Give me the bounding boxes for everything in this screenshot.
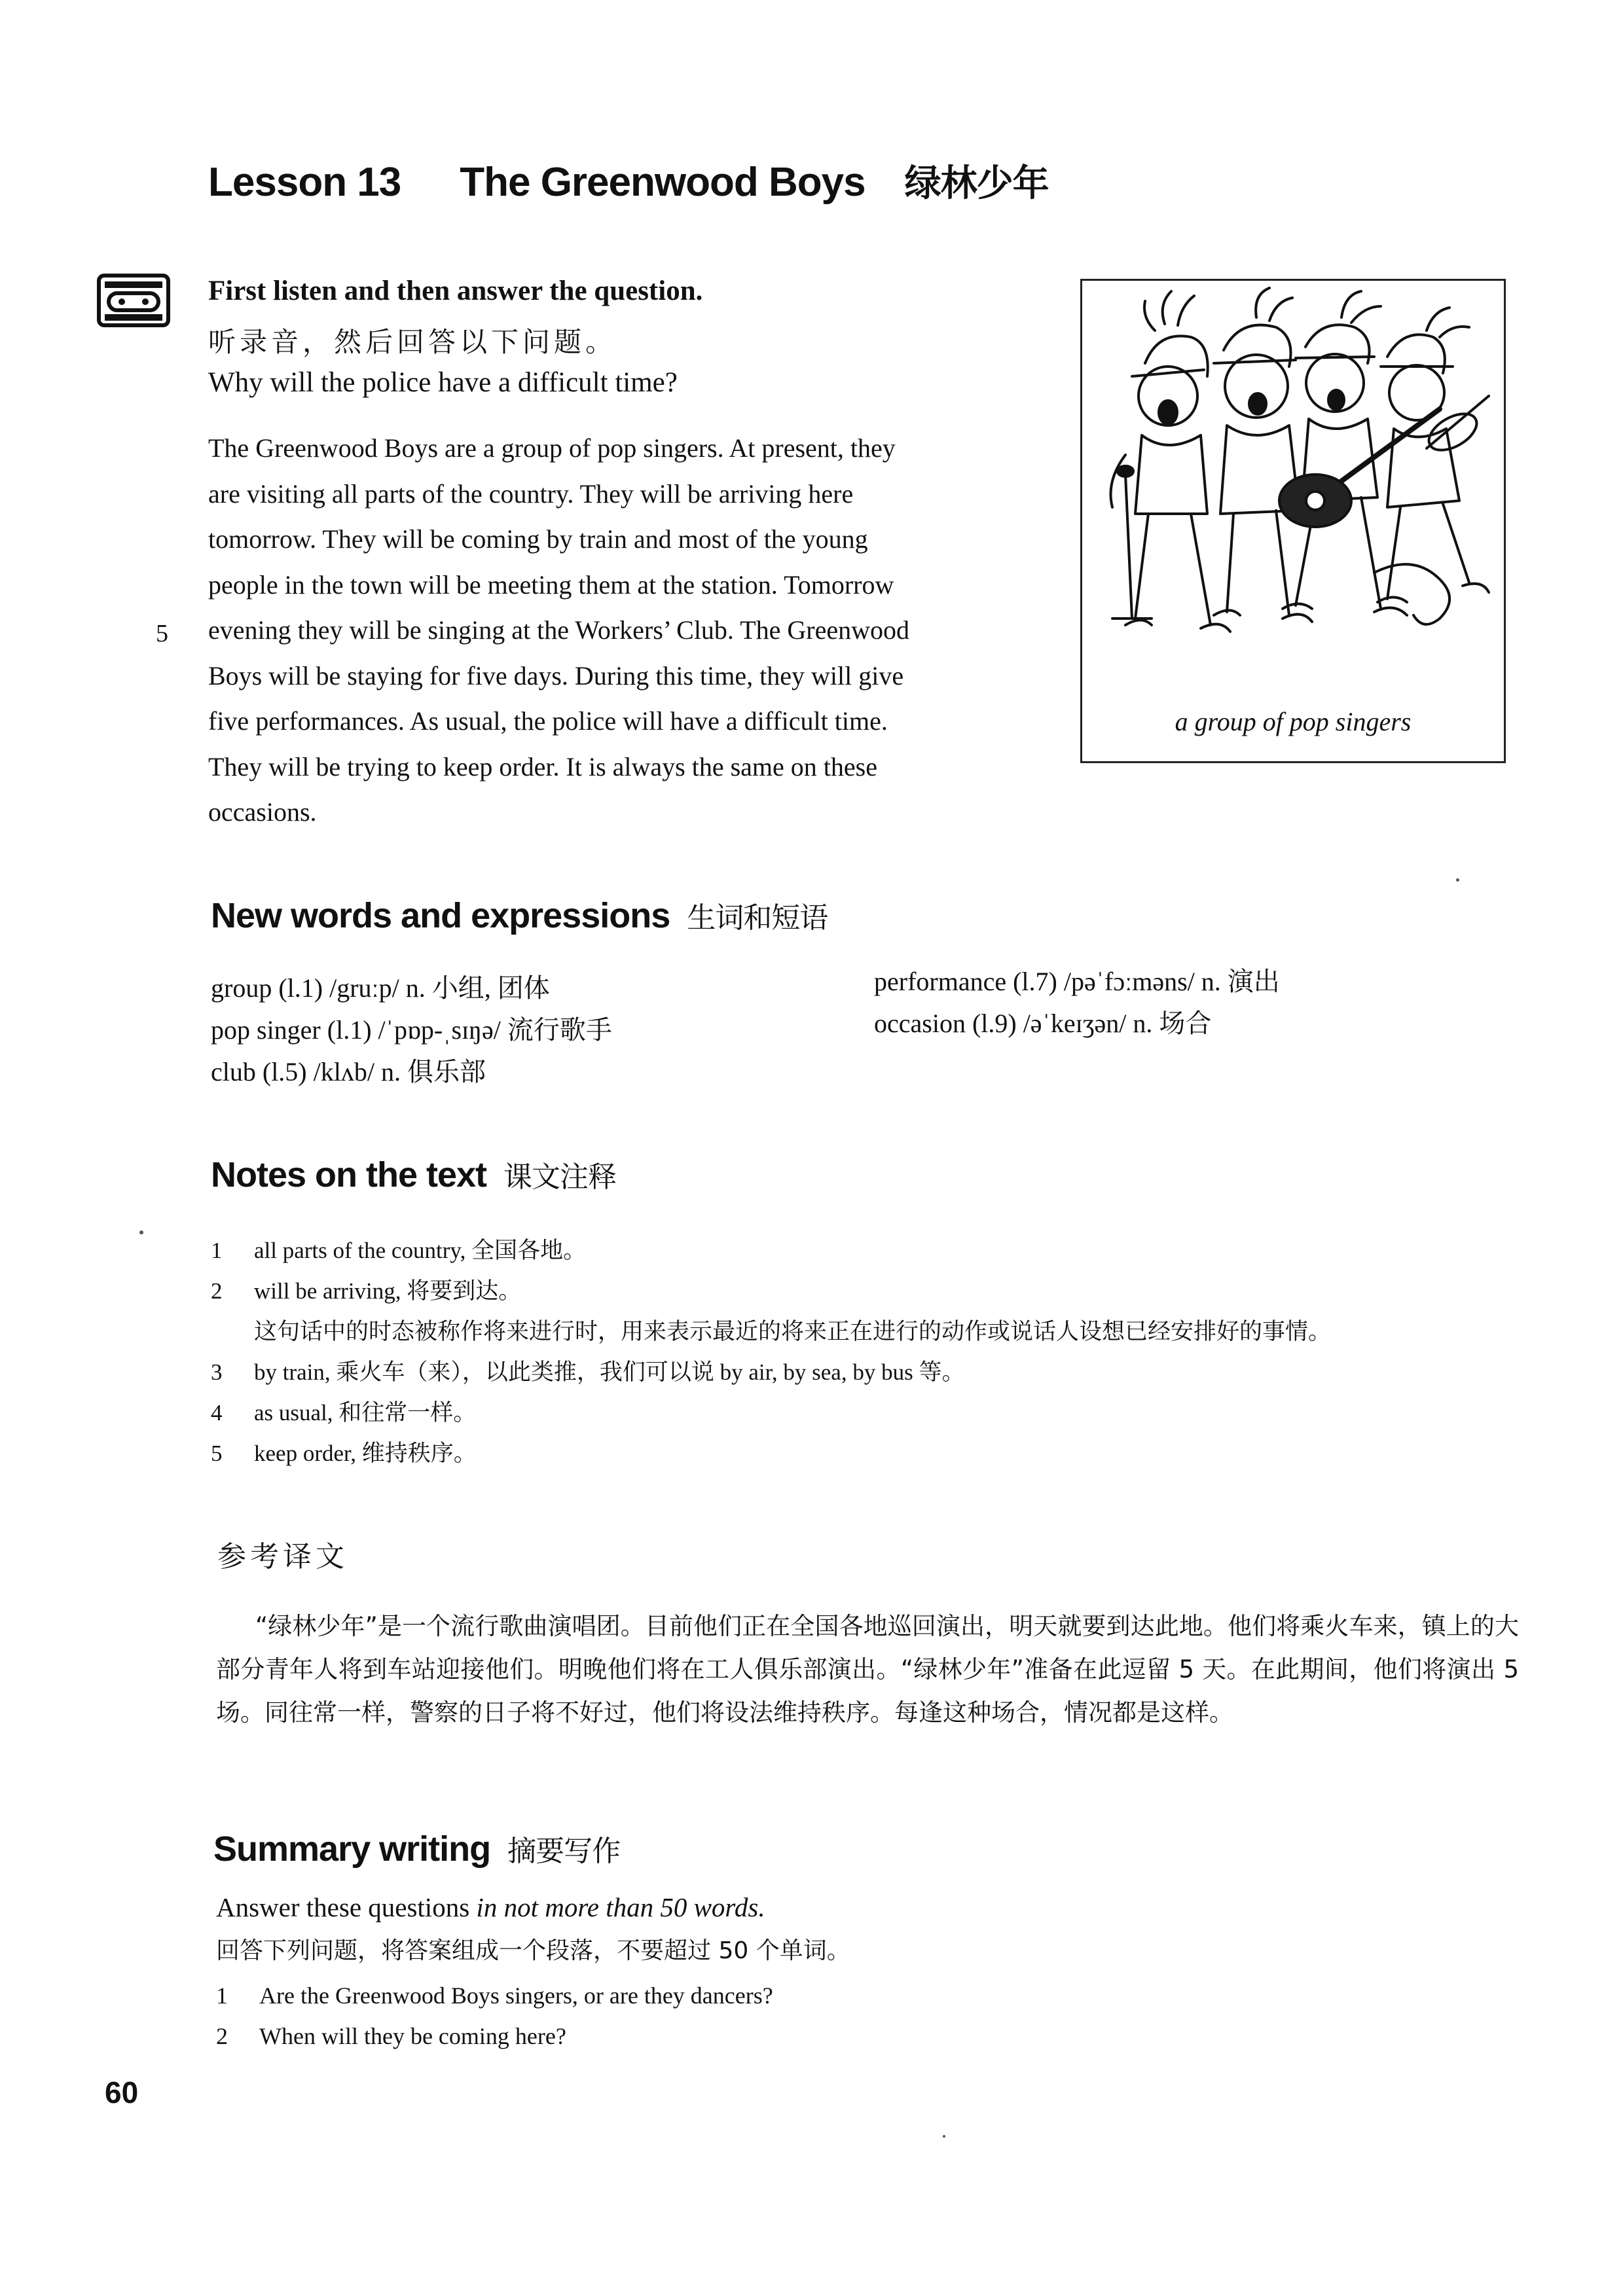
scan-speck — [139, 1230, 143, 1234]
reference-translation-text: “绿林少年”是一个流行歌曲演唱团。目前他们正在全国各地巡回演出，明天就要到达此地。他们将乘火车来，镇上的大部分青年人将到车站迎接他们。明晚他们将在工人俱乐部演出。“绿林少年”准备在此逗留 5 天。在此期间，他们将演出 5 场。同往常一样，警察的日子将不好过，他们将设法维持秩序。每逢这种场合，情况都是这样。 — [216, 1612, 1519, 1727]
line-number-marker: 5 — [156, 620, 168, 647]
passage-line: The Greenwood Boys are a group of pop singers. At present, they — [208, 433, 896, 463]
section-title-text: New words and expressions — [211, 896, 670, 935]
vocabulary-entry: performance (l.7) /pəˈfɔːməns/ n. 演出 — [874, 967, 1280, 996]
reading-passage — [208, 425, 1013, 835]
vocabulary-list-right — [874, 961, 1280, 1045]
passage-line: five performances. As usual, the police will have a difficult time. — [208, 706, 888, 736]
summary-questions — [216, 1975, 773, 2056]
illustration-caption: a group of pop singers — [1175, 707, 1412, 736]
lesson-name-chinese: 绿林少年 — [904, 162, 1049, 205]
vocabulary-list-left — [211, 967, 612, 1093]
section-title-chinese: 生词和短语 — [687, 901, 828, 935]
note-item — [211, 1433, 1559, 1474]
section-title-text: Summary writing — [213, 1829, 491, 1869]
note-item — [211, 1312, 1559, 1352]
question-number: 1 — [216, 1982, 228, 2009]
page-number: 60 — [105, 2075, 139, 2109]
note-text: by train, 乘火车（来），以此类推，我们可以说 by air, by sea, by bus 等。 — [254, 1359, 965, 1385]
listening-heading: First listen and then answer the question. — [208, 276, 703, 306]
summary-question — [216, 1975, 773, 2016]
note-number: 5 — [211, 1441, 223, 1466]
note-text: will be arriving, 将要到达。 — [254, 1278, 522, 1304]
note-item — [211, 1271, 1559, 1312]
section-title-text: Notes on the text — [211, 1155, 487, 1194]
pop-singers-illustration — [1086, 285, 1500, 684]
passage-line: are visiting all parts of the country. They will be arriving here — [208, 478, 854, 509]
summary-question — [216, 2016, 773, 2056]
section-notes-title — [211, 1153, 616, 1195]
note-item — [211, 1230, 1559, 1271]
question-text: Are the Greenwood Boys singers, or are they dancers? — [259, 1982, 773, 2009]
cassette-tape-icon — [97, 274, 170, 327]
listening-question: Why will the police have a difficult time? — [208, 367, 678, 398]
lesson-name: The Greenwood Boys — [460, 160, 866, 205]
note-text: all parts of the country, 全国各地。 — [254, 1238, 587, 1263]
note-number: 4 — [211, 1400, 223, 1426]
section-summary-title — [213, 1827, 620, 1869]
passage-line: They will be trying to keep order. It is always the same on these — [208, 751, 877, 781]
question-text: When will they be coming here? — [259, 2023, 566, 2049]
lesson-number: Lesson 13 — [208, 160, 401, 205]
passage-line: Boys will be staying for five days. During this time, they will give — [208, 660, 904, 691]
illustration-frame — [1080, 279, 1506, 763]
section-new-words-title — [211, 894, 828, 936]
listening-heading-chinese: 听录音，然后回答以下问题。 — [208, 326, 617, 358]
reference-translation-title: 参考译文 — [217, 1540, 348, 1573]
note-number: 1 — [211, 1238, 223, 1263]
scan-speck — [943, 2135, 945, 2138]
scan-speck — [1456, 878, 1459, 882]
vocabulary-entry: club (l.5) /klʌb/ n. 俱乐部 — [211, 1057, 486, 1086]
vocabulary-entry: occasion (l.9) /əˈkeɪʒən/ n. 场合 — [874, 1009, 1212, 1038]
lesson-title — [208, 154, 1049, 207]
passage-line: evening they will be singing at the Workers’ Club. The Greenwood — [208, 615, 909, 645]
summary-instruction-chinese: 回答下列问题，将答案组成一个段落，不要超过 50 个单词。 — [216, 1937, 850, 1964]
note-number: 2 — [211, 1278, 223, 1304]
note-text: 这句话中的时态被称作将来进行时，用来表示最近的将来正在进行的动作或说话人设想已经安排好的事情。 — [254, 1319, 1332, 1345]
section-title-chinese: 课文注释 — [503, 1160, 617, 1194]
question-number: 2 — [216, 2023, 228, 2049]
note-item — [211, 1352, 1559, 1393]
passage-line: people in the town will be meeting them at the station. Tomorrow — [208, 569, 894, 600]
summary-instruction — [216, 1892, 765, 1923]
summary-instruction-limit: in not more than 50 words. — [476, 1892, 765, 1922]
note-number: 3 — [211, 1359, 223, 1385]
note-text: as usual, 和往常一样。 — [254, 1400, 477, 1426]
section-title-chinese: 摘要写作 — [507, 1835, 621, 1868]
passage-line: tomorrow. They will be coming by train and most of the young — [208, 524, 868, 554]
notes-list — [211, 1230, 1559, 1474]
vocabulary-entry: pop singer (l.1) /ˈpɒp-ˌsɪŋə/ 流行歌手 — [211, 1015, 612, 1045]
note-text: keep order, 维持秩序。 — [254, 1441, 477, 1466]
summary-instruction-text: Answer these questions — [216, 1892, 470, 1922]
vocabulary-entry: group (l.1) /gruːp/ n. 小组, 团体 — [211, 973, 550, 1003]
passage-line: occasions. — [208, 797, 317, 827]
note-item — [211, 1393, 1559, 1433]
